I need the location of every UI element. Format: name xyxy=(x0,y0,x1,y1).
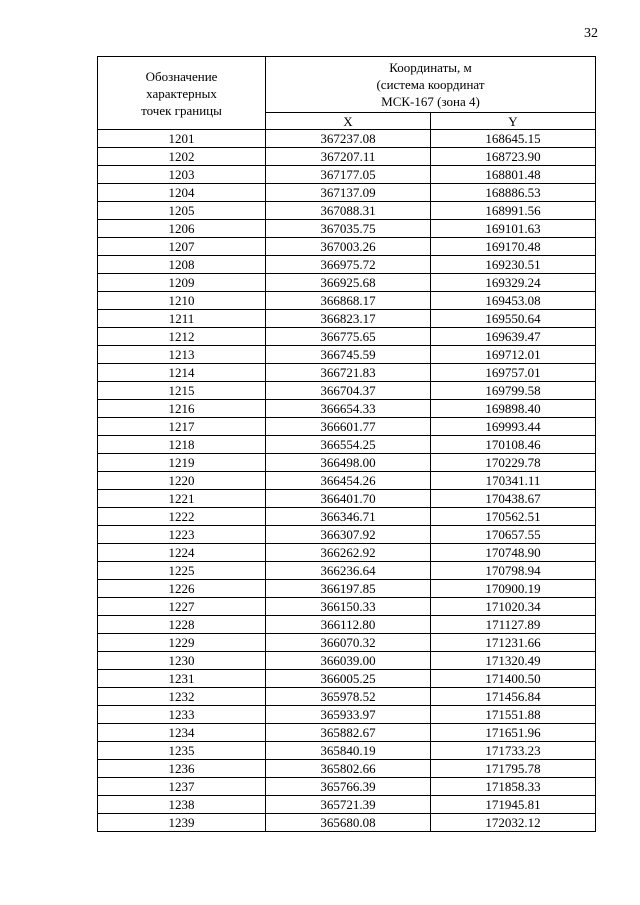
table-row xyxy=(98,634,596,652)
table-row xyxy=(98,418,596,436)
y-coordinate-cell: 171733.23 xyxy=(431,742,596,760)
x-coordinate-cell: 366554.25 xyxy=(266,436,431,454)
table-row xyxy=(98,796,596,814)
x-coordinate-cell: 366150.33 xyxy=(266,598,431,616)
x-coordinate-cell: 366775.65 xyxy=(266,328,431,346)
y-coordinate-cell: 168991.56 xyxy=(431,202,596,220)
point-number-cell: 1239 xyxy=(98,814,266,832)
y-coordinate-cell: 171651.96 xyxy=(431,724,596,742)
point-number-cell: 1228 xyxy=(98,616,266,634)
point-number-cell: 1215 xyxy=(98,382,266,400)
y-coordinate-cell: 171020.34 xyxy=(431,598,596,616)
y-coordinate-cell: 171456.84 xyxy=(431,688,596,706)
y-coordinate-cell: 168645.15 xyxy=(431,130,596,148)
y-coordinate-cell: 169550.64 xyxy=(431,310,596,328)
point-number-cell: 1201 xyxy=(98,130,266,148)
y-coordinate-cell: 169993.44 xyxy=(431,418,596,436)
point-number-cell: 1231 xyxy=(98,670,266,688)
x-coordinate-cell: 366654.33 xyxy=(266,400,431,418)
y-coordinate-cell: 171127.89 xyxy=(431,616,596,634)
point-header-line: точек границы xyxy=(141,102,222,118)
y-coordinate-cell: 172032.12 xyxy=(431,814,596,832)
table-row xyxy=(98,526,596,544)
point-number-cell: 1220 xyxy=(98,472,266,490)
coordinates-table xyxy=(97,56,596,832)
point-number-cell: 1232 xyxy=(98,688,266,706)
x-coordinate-cell: 366868.17 xyxy=(266,292,431,310)
y-coordinate-cell: 171551.88 xyxy=(431,706,596,724)
table-row xyxy=(98,130,596,148)
y-coordinate-cell: 171795.78 xyxy=(431,760,596,778)
point-header-line: характерных xyxy=(146,85,217,101)
point-number-cell: 1221 xyxy=(98,490,266,508)
point-number-cell: 1223 xyxy=(98,526,266,544)
point-number-cell: 1227 xyxy=(98,598,266,616)
x-coordinate-cell: 366454.26 xyxy=(266,472,431,490)
point-number-cell: 1209 xyxy=(98,274,266,292)
point-number-cell: 1202 xyxy=(98,148,266,166)
x-coordinate-cell: 366307.92 xyxy=(266,526,431,544)
point-number-cell: 1238 xyxy=(98,796,266,814)
table-row xyxy=(98,742,596,760)
table-row xyxy=(98,436,596,454)
table-row xyxy=(98,688,596,706)
coords-header-line: МСК-167 (зона 4) xyxy=(381,94,480,109)
x-coordinate-cell: 366498.00 xyxy=(266,454,431,472)
x-coordinate-cell: 366925.68 xyxy=(266,274,431,292)
page-number: 32 xyxy=(584,26,598,41)
x-coordinate-cell: 367137.09 xyxy=(266,184,431,202)
point-number-cell: 1233 xyxy=(98,706,266,724)
x-coordinate-cell: 367035.75 xyxy=(266,220,431,238)
point-number-cell: 1218 xyxy=(98,436,266,454)
point-header-line: Обозначение xyxy=(145,68,218,84)
x-coordinate-cell: 365680.08 xyxy=(266,814,431,832)
y-coordinate-cell: 169898.40 xyxy=(431,400,596,418)
point-number-cell: 1206 xyxy=(98,220,266,238)
table-row xyxy=(98,670,596,688)
table-row xyxy=(98,544,596,562)
table-row xyxy=(98,292,596,310)
table-row xyxy=(98,202,596,220)
y-coordinate-cell: 169712.01 xyxy=(431,346,596,364)
y-coordinate-cell: 171858.33 xyxy=(431,778,596,796)
table-row xyxy=(98,472,596,490)
x-coordinate-cell: 365766.39 xyxy=(266,778,431,796)
table-row xyxy=(98,274,596,292)
y-coordinate-cell: 169230.51 xyxy=(431,256,596,274)
point-number-cell: 1217 xyxy=(98,418,266,436)
y-coordinate-cell: 171945.81 xyxy=(431,796,596,814)
y-coordinate-cell: 169799.58 xyxy=(431,382,596,400)
x-coordinate-cell: 365721.39 xyxy=(266,796,431,814)
x-coordinate-cell: 365978.52 xyxy=(266,688,431,706)
y-coordinate-cell: 170900.19 xyxy=(431,580,596,598)
x-coordinate-cell: 366401.70 xyxy=(266,490,431,508)
x-coordinate-cell: 367177.05 xyxy=(266,166,431,184)
point-number-cell: 1226 xyxy=(98,580,266,598)
table-row xyxy=(98,598,596,616)
x-coordinate-cell: 365802.66 xyxy=(266,760,431,778)
x-coordinate-cell: 365882.67 xyxy=(266,724,431,742)
point-number-cell: 1213 xyxy=(98,346,266,364)
y-column-header: Y xyxy=(431,113,596,130)
point-number-cell: 1211 xyxy=(98,310,266,328)
y-coordinate-cell: 171231.66 xyxy=(431,634,596,652)
point-number-cell: 1204 xyxy=(98,184,266,202)
table-row xyxy=(98,724,596,742)
y-coordinate-cell: 169757.01 xyxy=(431,364,596,382)
coords-header-line: Координаты, м xyxy=(389,60,472,75)
table-row xyxy=(98,508,596,526)
table-row xyxy=(98,346,596,364)
x-coordinate-cell: 367088.31 xyxy=(266,202,431,220)
table-body xyxy=(98,130,596,832)
y-coordinate-cell: 171320.49 xyxy=(431,652,596,670)
x-coordinate-cell: 366823.17 xyxy=(266,310,431,328)
y-coordinate-cell: 169170.48 xyxy=(431,238,596,256)
table-row xyxy=(98,238,596,256)
y-coordinate-cell: 168723.90 xyxy=(431,148,596,166)
table-row xyxy=(98,364,596,382)
x-coordinate-cell: 367237.08 xyxy=(266,130,431,148)
coords-header-line: (система координат xyxy=(376,77,485,92)
x-coordinate-cell: 366721.83 xyxy=(266,364,431,382)
table-row xyxy=(98,490,596,508)
table-row xyxy=(98,616,596,634)
y-coordinate-cell: 168801.48 xyxy=(431,166,596,184)
table-row xyxy=(98,706,596,724)
y-coordinate-cell: 170748.90 xyxy=(431,544,596,562)
table-row xyxy=(98,166,596,184)
table-row xyxy=(98,310,596,328)
y-coordinate-cell: 170562.51 xyxy=(431,508,596,526)
x-coordinate-cell: 366236.64 xyxy=(266,562,431,580)
point-number-cell: 1219 xyxy=(98,454,266,472)
x-coordinate-cell: 366112.80 xyxy=(266,616,431,634)
x-coordinate-cell: 365933.97 xyxy=(266,706,431,724)
point-number-cell: 1203 xyxy=(98,166,266,184)
coordinates-header xyxy=(266,57,596,113)
table-row xyxy=(98,220,596,238)
point-number-cell: 1210 xyxy=(98,292,266,310)
point-number-cell: 1230 xyxy=(98,652,266,670)
x-coordinate-cell: 366601.77 xyxy=(266,418,431,436)
point-number-cell: 1236 xyxy=(98,760,266,778)
y-coordinate-cell: 170229.78 xyxy=(431,454,596,472)
table-row xyxy=(98,778,596,796)
x-coordinate-cell: 366005.25 xyxy=(266,670,431,688)
point-number-cell: 1235 xyxy=(98,742,266,760)
point-number-cell: 1214 xyxy=(98,364,266,382)
point-number-cell: 1208 xyxy=(98,256,266,274)
x-coordinate-cell: 367207.11 xyxy=(266,148,431,166)
y-coordinate-cell: 170438.67 xyxy=(431,490,596,508)
table-row xyxy=(98,400,596,418)
table-row xyxy=(98,256,596,274)
point-designation-header xyxy=(98,57,266,130)
point-number-cell: 1222 xyxy=(98,508,266,526)
point-number-cell: 1237 xyxy=(98,778,266,796)
y-coordinate-cell: 169329.24 xyxy=(431,274,596,292)
x-coordinate-cell: 366262.92 xyxy=(266,544,431,562)
y-coordinate-cell: 169639.47 xyxy=(431,328,596,346)
table-row xyxy=(98,562,596,580)
x-coordinate-cell: 365840.19 xyxy=(266,742,431,760)
x-coordinate-cell: 366197.85 xyxy=(266,580,431,598)
table-row xyxy=(98,580,596,598)
point-number-cell: 1225 xyxy=(98,562,266,580)
point-number-cell: 1205 xyxy=(98,202,266,220)
x-coordinate-cell: 366704.37 xyxy=(266,382,431,400)
y-coordinate-cell: 170657.55 xyxy=(431,526,596,544)
table-row xyxy=(98,760,596,778)
y-coordinate-cell: 171400.50 xyxy=(431,670,596,688)
point-number-cell: 1212 xyxy=(98,328,266,346)
x-coordinate-cell: 366346.71 xyxy=(266,508,431,526)
y-coordinate-cell: 170108.46 xyxy=(431,436,596,454)
point-number-cell: 1224 xyxy=(98,544,266,562)
point-number-cell: 1216 xyxy=(98,400,266,418)
y-coordinate-cell: 169453.08 xyxy=(431,292,596,310)
y-coordinate-cell: 170798.94 xyxy=(431,562,596,580)
x-column-header: X xyxy=(266,113,431,130)
table-row xyxy=(98,814,596,832)
table-row xyxy=(98,148,596,166)
table-row xyxy=(98,652,596,670)
point-number-cell: 1234 xyxy=(98,724,266,742)
y-coordinate-cell: 169101.63 xyxy=(431,220,596,238)
point-number-cell: 1229 xyxy=(98,634,266,652)
table-row xyxy=(98,328,596,346)
x-coordinate-cell: 366070.32 xyxy=(266,634,431,652)
x-coordinate-cell: 366039.00 xyxy=(266,652,431,670)
y-coordinate-cell: 170341.11 xyxy=(431,472,596,490)
table-row xyxy=(98,382,596,400)
table-row xyxy=(98,184,596,202)
x-coordinate-cell: 367003.26 xyxy=(266,238,431,256)
x-coordinate-cell: 366745.59 xyxy=(266,346,431,364)
x-coordinate-cell: 366975.72 xyxy=(266,256,431,274)
point-number-cell: 1207 xyxy=(98,238,266,256)
y-coordinate-cell: 168886.53 xyxy=(431,184,596,202)
table-row xyxy=(98,454,596,472)
